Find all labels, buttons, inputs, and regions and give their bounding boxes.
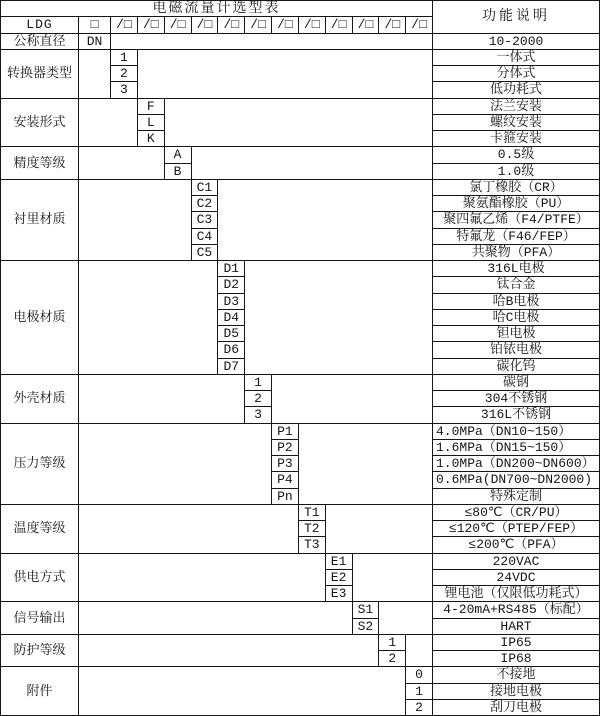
code-cell: 1 <box>111 50 138 66</box>
code-cell: 1 <box>379 635 406 651</box>
description-cell: 10-2000 <box>433 34 600 50</box>
model-slot: /□ <box>379 17 406 33</box>
spacer-cell <box>406 635 433 668</box>
description-cell: 0.6MPa(DN700~DN2000) <box>433 472 600 488</box>
table-title: 电磁流量计选型表 <box>1 1 433 17</box>
code-cell: S1 <box>353 602 380 618</box>
description-cell: 不接地 <box>433 667 600 683</box>
code-cell: D2 <box>218 277 245 293</box>
category-label: 外壳材质 <box>1 375 79 424</box>
description-cell: 哈C电极 <box>433 310 600 326</box>
description-cell: 0.5级 <box>433 147 600 163</box>
description-cell: ≤200℃（PFA） <box>433 537 600 553</box>
description-cell: 304不锈钢 <box>433 391 600 407</box>
description-cell: 碳化钨 <box>433 359 600 375</box>
function-column-header: 功能说明 <box>433 1 600 34</box>
category-label: 转换器类型 <box>1 50 79 99</box>
description-cell: 聚四氟乙烯（F4/PTFE） <box>433 212 600 228</box>
model-slot: /□ <box>192 17 219 33</box>
model-slot: /□ <box>245 17 272 33</box>
code-cell: P3 <box>272 456 299 472</box>
description-cell: 共聚物（PFA） <box>433 245 600 261</box>
model-slot: /□ <box>406 17 433 33</box>
category-label: 压力等级 <box>1 424 79 505</box>
code-cell: P4 <box>272 472 299 488</box>
description-cell: IP68 <box>433 651 600 667</box>
description-cell: 法兰安装 <box>433 99 600 115</box>
description-cell: 接地电极 <box>433 684 600 700</box>
category-label: 温度等级 <box>1 505 79 554</box>
code-cell: Pn <box>272 489 299 505</box>
spacer-cell <box>245 261 433 375</box>
code-cell: C1 <box>192 180 219 196</box>
description-cell: 24VDC <box>433 570 600 586</box>
spacer-cell <box>138 50 433 99</box>
spacer-cell <box>165 99 433 148</box>
spacer-cell <box>79 635 379 668</box>
code-cell: D1 <box>218 261 245 277</box>
model-slot: /□ <box>272 17 299 33</box>
description-cell: 一体式 <box>433 50 600 66</box>
description-cell: 哈B电极 <box>433 294 600 310</box>
spacer-cell <box>79 424 272 505</box>
code-cell: T1 <box>299 505 326 521</box>
spacer-cell <box>79 554 326 603</box>
category-label: 供电方式 <box>1 554 79 603</box>
description-cell: ≤120℃（PTEP/FEP） <box>433 521 600 537</box>
description-cell: 聚氨酯橡胶（PU） <box>433 196 600 212</box>
code-cell: 2 <box>379 651 406 667</box>
code-cell: E3 <box>326 586 353 602</box>
description-cell: ≤80℃（CR/PU） <box>433 505 600 521</box>
spacer-cell <box>353 554 434 603</box>
description-cell: 锂电池（仅限低功耗式） <box>433 586 600 602</box>
code-cell: 2 <box>406 700 433 716</box>
model-slot: /□ <box>299 17 326 33</box>
spacer-cell <box>79 99 138 148</box>
code-cell: C3 <box>192 212 219 228</box>
code-cell: DN <box>79 34 111 50</box>
code-cell: D5 <box>218 326 245 342</box>
description-cell: HART <box>433 619 600 635</box>
description-cell: 分体式 <box>433 66 600 82</box>
category-label: 安装形式 <box>1 99 79 148</box>
spacer-cell <box>299 424 433 505</box>
category-label: 公称直径 <box>1 34 79 50</box>
spacer-cell <box>272 375 433 424</box>
code-cell: B <box>165 164 192 180</box>
code-cell: D4 <box>218 310 245 326</box>
description-cell: 316L电极 <box>433 261 600 277</box>
description-cell: 钽电极 <box>433 326 600 342</box>
category-label: 精度等级 <box>1 147 79 180</box>
spacer-cell <box>79 50 111 99</box>
spacer-cell <box>79 147 165 180</box>
code-cell: D3 <box>218 294 245 310</box>
description-cell: 氯丁橡胶（CR） <box>433 180 600 196</box>
spacer-cell <box>111 34 433 50</box>
code-cell: 0 <box>406 667 433 683</box>
spacer-cell <box>192 147 434 180</box>
code-cell: C2 <box>192 196 219 212</box>
model-code-prefix: LDG <box>1 17 79 33</box>
model-slot: /□ <box>111 17 138 33</box>
code-cell: D7 <box>218 359 245 375</box>
code-cell: S2 <box>353 619 380 635</box>
code-cell: 3 <box>245 407 272 423</box>
code-cell: E1 <box>326 554 353 570</box>
category-label: 附件 <box>1 667 79 716</box>
model-slot-dn: □ <box>79 17 111 33</box>
description-cell: 4-20mA+RS485（标配） <box>433 602 600 618</box>
model-slot: /□ <box>165 17 192 33</box>
spacer-cell <box>79 375 245 424</box>
category-label: 防护等级 <box>1 635 79 668</box>
spacer-cell <box>218 180 433 261</box>
description-cell: 铂铱电极 <box>433 342 600 358</box>
model-slot: /□ <box>353 17 380 33</box>
code-cell: P2 <box>272 440 299 456</box>
code-cell: 1 <box>406 684 433 700</box>
code-cell: A <box>165 147 192 163</box>
spacer-cell <box>79 602 353 635</box>
description-cell: 1.6MPa（DN15~150） <box>433 440 600 456</box>
category-label: 信号输出 <box>1 602 79 635</box>
description-cell: 220VAC <box>433 554 600 570</box>
code-cell: 2 <box>111 66 138 82</box>
code-cell: E2 <box>326 570 353 586</box>
spacer-cell <box>79 505 299 554</box>
code-cell: 1 <box>245 375 272 391</box>
description-cell: 316L不锈钢 <box>433 407 600 423</box>
model-slot: /□ <box>326 17 353 33</box>
spacer-cell <box>79 261 218 375</box>
spacer-cell <box>379 602 433 635</box>
model-slot: /□ <box>218 17 245 33</box>
description-cell: 刮刀电极 <box>433 700 600 716</box>
code-cell: F <box>138 99 165 115</box>
code-cell: K <box>138 131 165 147</box>
description-cell: 钛合金 <box>433 277 600 293</box>
code-cell: D6 <box>218 342 245 358</box>
code-cell: C4 <box>192 229 219 245</box>
description-cell: 1.0MPa（DN200~DN600） <box>433 456 600 472</box>
description-cell: 卡箍安装 <box>433 131 600 147</box>
description-cell: 碳钢 <box>433 375 600 391</box>
description-cell: 特殊定制 <box>433 489 600 505</box>
code-cell: T2 <box>299 521 326 537</box>
description-cell: 1.0级 <box>433 164 600 180</box>
code-cell: 3 <box>111 82 138 98</box>
code-cell: 2 <box>245 391 272 407</box>
description-cell: 螺纹安装 <box>433 115 600 131</box>
description-cell: 特氟龙（F46/FEP） <box>433 229 600 245</box>
model-slot: /□ <box>138 17 165 33</box>
spacer-cell <box>79 180 192 261</box>
code-cell: L <box>138 115 165 131</box>
spacer-cell <box>326 505 433 554</box>
description-cell: 4.0MPa（DN10~150） <box>433 424 600 440</box>
category-label: 电极材质 <box>1 261 79 375</box>
code-cell: T3 <box>299 537 326 553</box>
spacer-cell <box>79 667 406 716</box>
category-label: 衬里材质 <box>1 180 79 261</box>
description-cell: 低功耗式 <box>433 82 600 98</box>
description-cell: IP65 <box>433 635 600 651</box>
code-cell: P1 <box>272 424 299 440</box>
code-cell: C5 <box>192 245 219 261</box>
